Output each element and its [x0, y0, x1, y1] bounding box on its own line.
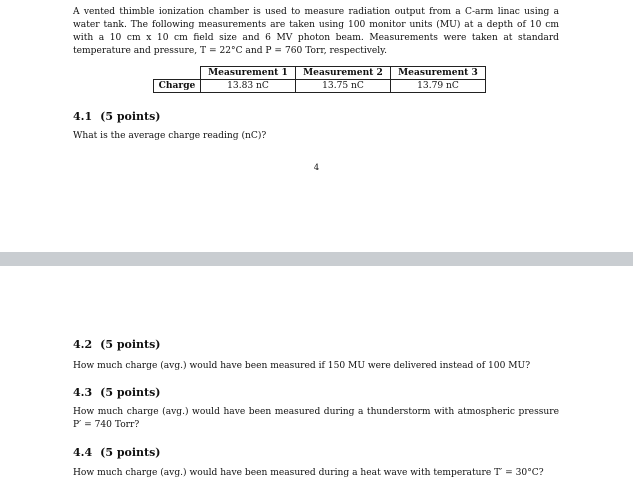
- page-number: 4: [313, 163, 320, 173]
- question-4-1-text: What is the average charge reading (nC)?: [73, 131, 267, 141]
- table-row-label: Charge: [154, 80, 201, 93]
- question-number: 4.2: [73, 338, 93, 351]
- question-number: 4.1: [73, 110, 93, 123]
- measurement-table: [153, 66, 486, 93]
- table-row: [154, 80, 486, 93]
- intro-text: A vented thimble ionization chamber is used to measure radiation output from a C-arm linac using a water tank. The following measurements are taken using 100 monitor units (MU) at a depth of 10 cm with a 10 cm x 10 cm field size and 6 MV photon beam. Measurements were taken at standard temperature and pressure, T = 22°C and P = 760 Torr, respectively.: [73, 7, 559, 56]
- page-bottom: [0, 266, 633, 504]
- table-cell: 13.79 nC: [391, 80, 486, 93]
- question-4-1-heading: [73, 110, 161, 123]
- question-4-3-heading: [73, 386, 161, 399]
- question-4-4-text: How much charge (avg.) would have been measured during a heat wave with temperature T′ = 30°C?: [73, 468, 544, 478]
- question-4-2-text: How much charge (avg.) would have been measured if 150 MU were delivered instead of 100 MU?: [73, 361, 531, 371]
- table-header-row: [154, 67, 486, 80]
- table-cell: 13.83 nC: [201, 80, 296, 93]
- question-points: (5 points): [100, 338, 161, 351]
- table-header-1: Measurement 1: [201, 67, 296, 80]
- page-separator: [0, 252, 633, 266]
- table-header-3: Measurement 3: [391, 67, 486, 80]
- question-points: (5 points): [100, 110, 161, 123]
- table-corner-cell: [154, 67, 201, 80]
- question-4-2-heading: [73, 338, 161, 351]
- question-4-4-heading: [73, 446, 161, 459]
- question-4-3-text: How much charge (avg.) would have been measured during a thunderstorm with atmospheric pressure P′ = 740 Torr?: [73, 407, 559, 430]
- table-cell: 13.75 nC: [296, 80, 391, 93]
- question-number: 4.3: [73, 386, 93, 399]
- problem-intro: [73, 6, 559, 58]
- question-points: (5 points): [100, 446, 161, 459]
- question-number: 4.4: [73, 446, 93, 459]
- question-points: (5 points): [100, 386, 161, 399]
- table-header-2: Measurement 2: [296, 67, 391, 80]
